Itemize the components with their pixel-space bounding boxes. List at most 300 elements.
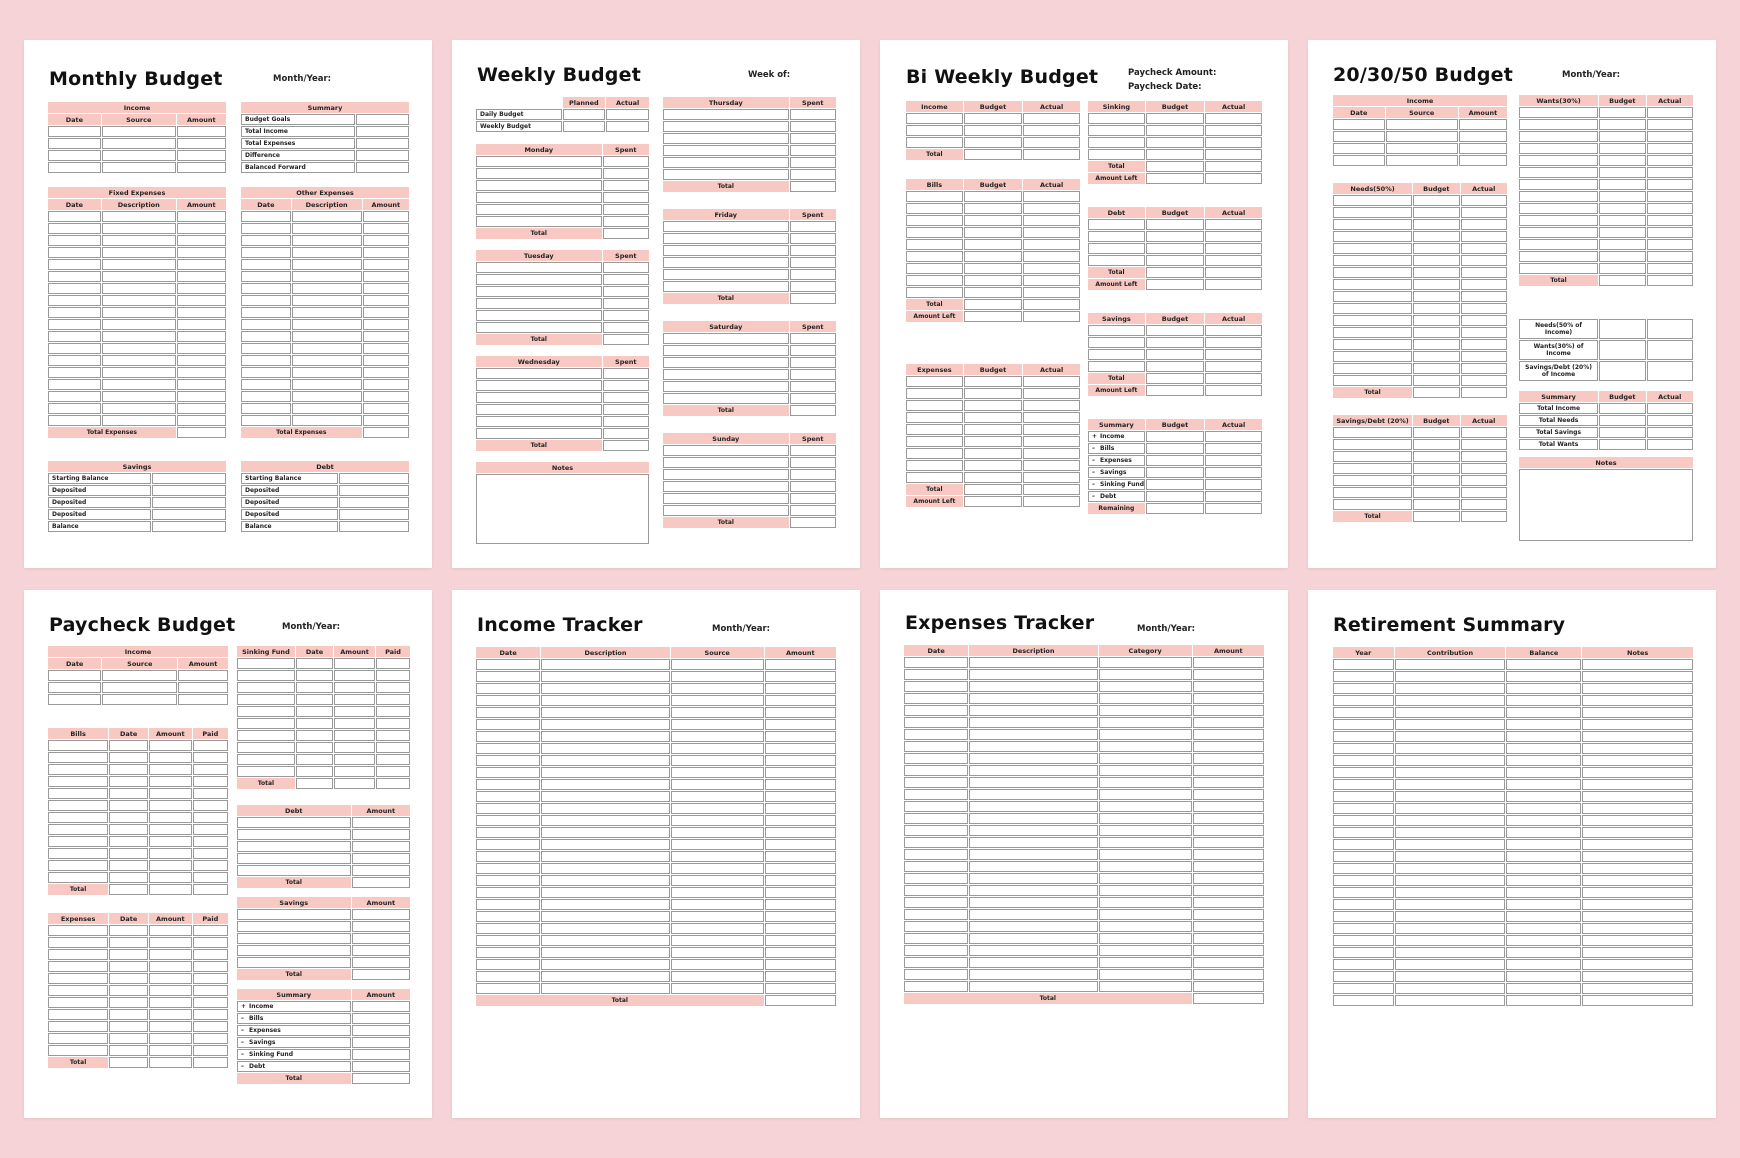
entry-cell[interactable] bbox=[376, 670, 410, 681]
entry-cell[interactable] bbox=[765, 791, 836, 802]
entry-cell[interactable] bbox=[1599, 179, 1645, 190]
entry-cell[interactable] bbox=[1193, 753, 1264, 764]
entry-cell[interactable] bbox=[1333, 243, 1412, 254]
entry-cell[interactable] bbox=[969, 981, 1098, 992]
entry-cell[interactable] bbox=[969, 957, 1098, 968]
entry-cell[interactable] bbox=[376, 682, 410, 693]
entry-cell[interactable] bbox=[1099, 813, 1192, 824]
entry-cell[interactable] bbox=[765, 875, 836, 886]
entry-cell[interactable] bbox=[1333, 935, 1394, 946]
entry-cell[interactable] bbox=[1099, 717, 1192, 728]
entry-cell[interactable] bbox=[1599, 319, 1645, 339]
entry-cell[interactable] bbox=[1395, 695, 1506, 706]
entry-cell[interactable] bbox=[1506, 995, 1581, 1006]
entry-cell[interactable] bbox=[1333, 463, 1412, 474]
entry-cell[interactable] bbox=[964, 263, 1022, 274]
entry-cell[interactable] bbox=[237, 853, 351, 864]
entry-cell[interactable] bbox=[1647, 403, 1693, 414]
entry-cell[interactable] bbox=[790, 169, 836, 180]
entry-cell[interactable] bbox=[1333, 959, 1394, 970]
entry-cell[interactable] bbox=[1146, 467, 1204, 478]
entry-cell[interactable] bbox=[1647, 167, 1693, 178]
entry-cell[interactable] bbox=[1205, 443, 1262, 454]
entry-cell[interactable] bbox=[1205, 467, 1262, 478]
entry-cell[interactable] bbox=[1506, 947, 1581, 958]
entry-cell[interactable] bbox=[1506, 803, 1581, 814]
entry-cell[interactable] bbox=[48, 776, 108, 787]
entry-cell[interactable] bbox=[541, 743, 670, 754]
entry-cell[interactable] bbox=[356, 114, 409, 125]
entry-cell[interactable] bbox=[48, 331, 101, 342]
entry-cell[interactable] bbox=[1395, 743, 1506, 754]
entry-cell[interactable] bbox=[177, 283, 226, 294]
entry-cell[interactable] bbox=[790, 221, 836, 232]
entry-cell[interactable] bbox=[476, 779, 540, 790]
entry-cell[interactable] bbox=[237, 730, 295, 741]
entry-cell[interactable] bbox=[964, 448, 1022, 459]
entry-cell[interactable] bbox=[1193, 873, 1264, 884]
entry-cell[interactable] bbox=[765, 695, 836, 706]
entry-cell[interactable] bbox=[1193, 825, 1264, 836]
entry-cell[interactable] bbox=[1599, 143, 1645, 154]
entry-cell[interactable] bbox=[1088, 361, 1145, 372]
entry-cell[interactable] bbox=[1647, 155, 1693, 166]
entry-cell[interactable] bbox=[1461, 327, 1507, 338]
entry-cell[interactable] bbox=[663, 381, 789, 392]
entry-cell[interactable] bbox=[193, 860, 228, 871]
entry-cell[interactable] bbox=[1599, 107, 1645, 118]
entry-cell[interactable] bbox=[904, 753, 968, 764]
entry-cell[interactable] bbox=[476, 743, 540, 754]
entry-cell[interactable] bbox=[1413, 475, 1459, 486]
entry-cell[interactable] bbox=[1582, 827, 1693, 838]
entry-cell[interactable] bbox=[1205, 385, 1262, 396]
entry-cell[interactable] bbox=[109, 872, 148, 883]
entry-cell[interactable] bbox=[663, 121, 789, 132]
entry-cell[interactable] bbox=[352, 877, 410, 888]
entry-cell[interactable] bbox=[906, 448, 963, 459]
entry-cell[interactable] bbox=[356, 126, 409, 137]
entry-cell[interactable] bbox=[193, 985, 228, 996]
entry-cell[interactable] bbox=[1333, 351, 1412, 362]
entry-cell[interactable] bbox=[541, 875, 670, 886]
entry-cell[interactable] bbox=[177, 235, 226, 246]
entry-cell[interactable] bbox=[152, 509, 226, 520]
entry-cell[interactable] bbox=[237, 921, 351, 932]
entry-cell[interactable] bbox=[48, 283, 101, 294]
entry-cell[interactable] bbox=[193, 824, 228, 835]
entry-cell[interactable] bbox=[1023, 311, 1080, 322]
entry-cell[interactable] bbox=[193, 752, 228, 763]
entry-cell[interactable] bbox=[1582, 695, 1693, 706]
entry-cell[interactable] bbox=[1333, 995, 1394, 1006]
entry-cell[interactable] bbox=[1099, 825, 1192, 836]
entry-cell[interactable] bbox=[1459, 131, 1507, 142]
entry-cell[interactable] bbox=[102, 355, 176, 366]
entry-cell[interactable] bbox=[1461, 439, 1507, 450]
entry-cell[interactable] bbox=[48, 1021, 108, 1032]
entry-cell[interactable] bbox=[296, 730, 333, 741]
entry-cell[interactable] bbox=[352, 1037, 410, 1048]
entry-cell[interactable] bbox=[292, 319, 362, 330]
entry-cell[interactable] bbox=[177, 247, 226, 258]
entry-cell[interactable] bbox=[292, 259, 362, 270]
entry-cell[interactable] bbox=[1205, 349, 1262, 360]
entry-cell[interactable] bbox=[663, 493, 789, 504]
entry-cell[interactable] bbox=[334, 754, 375, 765]
entry-cell[interactable] bbox=[149, 860, 191, 871]
entry-cell[interactable] bbox=[904, 861, 968, 872]
entry-cell[interactable] bbox=[1205, 431, 1262, 442]
entry-cell[interactable] bbox=[352, 853, 410, 864]
entry-cell[interactable] bbox=[363, 307, 409, 318]
entry-cell[interactable] bbox=[904, 873, 968, 884]
entry-cell[interactable] bbox=[356, 150, 409, 161]
entry-cell[interactable] bbox=[237, 841, 351, 852]
entry-cell[interactable] bbox=[906, 239, 963, 250]
entry-cell[interactable] bbox=[904, 705, 968, 716]
entry-cell[interactable] bbox=[376, 718, 410, 729]
entry-cell[interactable] bbox=[1413, 303, 1459, 314]
entry-cell[interactable] bbox=[1205, 267, 1262, 278]
entry-cell[interactable] bbox=[241, 331, 291, 342]
entry-cell[interactable] bbox=[1205, 361, 1262, 372]
entry-cell[interactable] bbox=[102, 343, 176, 354]
entry-cell[interactable] bbox=[1333, 427, 1412, 438]
entry-cell[interactable] bbox=[1088, 137, 1145, 148]
entry-cell[interactable] bbox=[1413, 499, 1459, 510]
entry-cell[interactable] bbox=[904, 957, 968, 968]
entry-cell[interactable] bbox=[48, 812, 108, 823]
entry-cell[interactable] bbox=[671, 887, 764, 898]
entry-cell[interactable] bbox=[906, 137, 963, 148]
entry-cell[interactable] bbox=[1413, 279, 1459, 290]
entry-cell[interactable] bbox=[1333, 983, 1394, 994]
entry-cell[interactable] bbox=[1333, 887, 1394, 898]
entry-cell[interactable] bbox=[906, 460, 963, 471]
entry-cell[interactable] bbox=[1582, 887, 1693, 898]
entry-cell[interactable] bbox=[1506, 731, 1581, 742]
entry-cell[interactable] bbox=[969, 693, 1098, 704]
entry-cell[interactable] bbox=[102, 379, 176, 390]
entry-cell[interactable] bbox=[376, 706, 410, 717]
entry-cell[interactable] bbox=[1146, 137, 1204, 148]
entry-cell[interactable] bbox=[1395, 779, 1506, 790]
entry-cell[interactable] bbox=[109, 1045, 148, 1056]
entry-cell[interactable] bbox=[765, 755, 836, 766]
entry-cell[interactable] bbox=[671, 923, 764, 934]
entry-cell[interactable] bbox=[476, 683, 540, 694]
entry-cell[interactable] bbox=[904, 717, 968, 728]
entry-cell[interactable] bbox=[476, 168, 602, 179]
entry-cell[interactable] bbox=[237, 670, 295, 681]
entry-cell[interactable] bbox=[906, 203, 963, 214]
entry-cell[interactable] bbox=[790, 445, 836, 456]
entry-cell[interactable] bbox=[1193, 693, 1264, 704]
entry-cell[interactable] bbox=[1205, 113, 1262, 124]
entry-cell[interactable] bbox=[1193, 801, 1264, 812]
entry-cell[interactable] bbox=[1099, 957, 1192, 968]
entry-cell[interactable] bbox=[1333, 195, 1412, 206]
entry-cell[interactable] bbox=[1023, 460, 1080, 471]
entry-cell[interactable] bbox=[904, 777, 968, 788]
entry-cell[interactable] bbox=[1461, 243, 1507, 254]
entry-cell[interactable] bbox=[1506, 839, 1581, 850]
entry-cell[interactable] bbox=[1506, 863, 1581, 874]
entry-cell[interactable] bbox=[1599, 275, 1645, 286]
entry-cell[interactable] bbox=[1099, 945, 1192, 956]
entry-cell[interactable] bbox=[969, 801, 1098, 812]
entry-cell[interactable] bbox=[969, 933, 1098, 944]
entry-cell[interactable] bbox=[1099, 885, 1192, 896]
entry-cell[interactable] bbox=[904, 729, 968, 740]
entry-cell[interactable] bbox=[1506, 743, 1581, 754]
entry-cell[interactable] bbox=[152, 497, 226, 508]
entry-cell[interactable] bbox=[1333, 755, 1394, 766]
entry-cell[interactable] bbox=[476, 380, 602, 391]
entry-cell[interactable] bbox=[663, 157, 789, 168]
entry-cell[interactable] bbox=[765, 995, 836, 1006]
entry-cell[interactable] bbox=[1205, 173, 1262, 184]
entry-cell[interactable] bbox=[964, 215, 1022, 226]
entry-cell[interactable] bbox=[1582, 719, 1693, 730]
entry-cell[interactable] bbox=[671, 815, 764, 826]
entry-cell[interactable] bbox=[1413, 375, 1459, 386]
entry-cell[interactable] bbox=[671, 755, 764, 766]
entry-cell[interactable] bbox=[1647, 340, 1693, 360]
entry-cell[interactable] bbox=[102, 403, 176, 414]
entry-cell[interactable] bbox=[1647, 215, 1693, 226]
entry-cell[interactable] bbox=[1461, 351, 1507, 362]
entry-cell[interactable] bbox=[1146, 385, 1204, 396]
entry-cell[interactable] bbox=[1506, 755, 1581, 766]
entry-cell[interactable] bbox=[1582, 875, 1693, 886]
entry-cell[interactable] bbox=[193, 740, 228, 751]
entry-cell[interactable] bbox=[476, 416, 602, 427]
entry-cell[interactable] bbox=[1395, 767, 1506, 778]
entry-cell[interactable] bbox=[663, 281, 789, 292]
entry-cell[interactable] bbox=[149, 1045, 191, 1056]
entry-cell[interactable] bbox=[1395, 935, 1506, 946]
entry-cell[interactable] bbox=[193, 788, 228, 799]
entry-cell[interactable] bbox=[376, 742, 410, 753]
entry-cell[interactable] bbox=[149, 884, 191, 895]
entry-cell[interactable] bbox=[476, 887, 540, 898]
entry-cell[interactable] bbox=[765, 887, 836, 898]
entry-cell[interactable] bbox=[1459, 119, 1507, 130]
entry-cell[interactable] bbox=[1023, 436, 1080, 447]
entry-cell[interactable] bbox=[241, 403, 291, 414]
entry-cell[interactable] bbox=[964, 400, 1022, 411]
entry-cell[interactable] bbox=[765, 971, 836, 982]
entry-cell[interactable] bbox=[363, 247, 409, 258]
entry-cell[interactable] bbox=[541, 719, 670, 730]
entry-cell[interactable] bbox=[1205, 255, 1262, 266]
entry-cell[interactable] bbox=[48, 211, 101, 222]
entry-cell[interactable] bbox=[109, 884, 148, 895]
entry-cell[interactable] bbox=[1146, 349, 1204, 360]
entry-cell[interactable] bbox=[964, 125, 1022, 136]
entry-cell[interactable] bbox=[1333, 863, 1394, 874]
entry-cell[interactable] bbox=[476, 815, 540, 826]
entry-cell[interactable] bbox=[964, 227, 1022, 238]
entry-cell[interactable] bbox=[1333, 119, 1385, 130]
entry-cell[interactable] bbox=[1146, 337, 1204, 348]
entry-cell[interactable] bbox=[1333, 683, 1394, 694]
entry-cell[interactable] bbox=[476, 274, 602, 285]
entry-cell[interactable] bbox=[1146, 173, 1204, 184]
entry-cell[interactable] bbox=[790, 517, 836, 528]
entry-cell[interactable] bbox=[1599, 403, 1645, 414]
entry-cell[interactable] bbox=[969, 717, 1098, 728]
entry-cell[interactable] bbox=[1193, 909, 1264, 920]
entry-cell[interactable] bbox=[1582, 839, 1693, 850]
entry-cell[interactable] bbox=[352, 1025, 410, 1036]
entry-cell[interactable] bbox=[102, 235, 176, 246]
entry-cell[interactable] bbox=[296, 670, 333, 681]
entry-cell[interactable] bbox=[969, 765, 1098, 776]
entry-cell[interactable] bbox=[241, 307, 291, 318]
entry-cell[interactable] bbox=[48, 162, 101, 173]
entry-cell[interactable] bbox=[1395, 803, 1506, 814]
entry-cell[interactable] bbox=[363, 319, 409, 330]
entry-cell[interactable] bbox=[149, 1009, 191, 1020]
entry-cell[interactable] bbox=[904, 933, 968, 944]
entry-cell[interactable] bbox=[1506, 899, 1581, 910]
entry-cell[interactable] bbox=[1205, 455, 1262, 466]
entry-cell[interactable] bbox=[237, 658, 295, 669]
entry-cell[interactable] bbox=[109, 985, 148, 996]
entry-cell[interactable] bbox=[476, 935, 540, 946]
entry-cell[interactable] bbox=[296, 766, 333, 777]
entry-cell[interactable] bbox=[541, 887, 670, 898]
entry-cell[interactable] bbox=[241, 379, 291, 390]
entry-cell[interactable] bbox=[1023, 400, 1080, 411]
entry-cell[interactable] bbox=[177, 319, 226, 330]
entry-cell[interactable] bbox=[1146, 149, 1204, 160]
entry-cell[interactable] bbox=[1023, 191, 1080, 202]
entry-cell[interactable] bbox=[1413, 451, 1459, 462]
entry-cell[interactable] bbox=[1333, 499, 1412, 510]
entry-cell[interactable] bbox=[1333, 839, 1394, 850]
entry-cell[interactable] bbox=[904, 801, 968, 812]
entry-cell[interactable] bbox=[603, 204, 649, 215]
entry-cell[interactable] bbox=[193, 848, 228, 859]
entry-cell[interactable] bbox=[1506, 767, 1581, 778]
entry-cell[interactable] bbox=[193, 1021, 228, 1032]
entry-cell[interactable] bbox=[193, 1033, 228, 1044]
entry-cell[interactable] bbox=[1395, 719, 1506, 730]
entry-cell[interactable] bbox=[1333, 315, 1412, 326]
entry-cell[interactable] bbox=[193, 884, 228, 895]
entry-cell[interactable] bbox=[1647, 203, 1693, 214]
entry-cell[interactable] bbox=[1582, 767, 1693, 778]
entry-cell[interactable] bbox=[241, 319, 291, 330]
entry-cell[interactable] bbox=[1413, 511, 1459, 522]
entry-cell[interactable] bbox=[177, 271, 226, 282]
entry-cell[interactable] bbox=[1333, 815, 1394, 826]
entry-cell[interactable] bbox=[1333, 131, 1385, 142]
entry-cell[interactable] bbox=[109, 836, 148, 847]
entry-cell[interactable] bbox=[1099, 801, 1192, 812]
entry-cell[interactable] bbox=[1395, 683, 1506, 694]
entry-cell[interactable] bbox=[1519, 203, 1598, 214]
entry-cell[interactable] bbox=[969, 885, 1098, 896]
entry-cell[interactable] bbox=[663, 345, 789, 356]
entry-cell[interactable] bbox=[904, 921, 968, 932]
entry-cell[interactable] bbox=[476, 428, 602, 439]
entry-cell[interactable] bbox=[352, 909, 410, 920]
entry-cell[interactable] bbox=[1506, 827, 1581, 838]
entry-cell[interactable] bbox=[964, 287, 1022, 298]
entry-cell[interactable] bbox=[241, 223, 291, 234]
entry-cell[interactable] bbox=[1413, 243, 1459, 254]
entry-cell[interactable] bbox=[904, 849, 968, 860]
entry-cell[interactable] bbox=[541, 947, 670, 958]
entry-cell[interactable] bbox=[102, 162, 176, 173]
entry-cell[interactable] bbox=[1506, 707, 1581, 718]
entry-cell[interactable] bbox=[765, 827, 836, 838]
entry-cell[interactable] bbox=[1599, 167, 1645, 178]
entry-cell[interactable] bbox=[109, 949, 148, 960]
entry-cell[interactable] bbox=[1506, 875, 1581, 886]
entry-cell[interactable] bbox=[363, 403, 409, 414]
entry-cell[interactable] bbox=[1647, 427, 1693, 438]
entry-cell[interactable] bbox=[1519, 227, 1598, 238]
entry-cell[interactable] bbox=[671, 791, 764, 802]
entry-cell[interactable] bbox=[1333, 719, 1394, 730]
entry-cell[interactable] bbox=[1582, 995, 1693, 1006]
entry-cell[interactable] bbox=[292, 355, 362, 366]
entry-cell[interactable] bbox=[541, 959, 670, 970]
entry-cell[interactable] bbox=[292, 271, 362, 282]
entry-cell[interactable] bbox=[476, 180, 602, 191]
entry-cell[interactable] bbox=[1333, 303, 1412, 314]
entry-cell[interactable] bbox=[363, 379, 409, 390]
entry-cell[interactable] bbox=[790, 181, 836, 192]
entry-cell[interactable] bbox=[663, 109, 789, 120]
entry-cell[interactable] bbox=[476, 204, 602, 215]
entry-cell[interactable] bbox=[177, 331, 226, 342]
entry-cell[interactable] bbox=[48, 973, 108, 984]
entry-cell[interactable] bbox=[1088, 125, 1145, 136]
entry-cell[interactable] bbox=[177, 211, 226, 222]
entry-cell[interactable] bbox=[663, 357, 789, 368]
entry-cell[interactable] bbox=[1582, 899, 1693, 910]
entry-cell[interactable] bbox=[1413, 267, 1459, 278]
entry-cell[interactable] bbox=[48, 247, 101, 258]
entry-cell[interactable] bbox=[1506, 959, 1581, 970]
entry-cell[interactable] bbox=[1461, 315, 1507, 326]
entry-cell[interactable] bbox=[1333, 155, 1385, 166]
entry-cell[interactable] bbox=[1023, 125, 1080, 136]
entry-cell[interactable] bbox=[904, 693, 968, 704]
entry-cell[interactable] bbox=[1333, 779, 1394, 790]
entry-cell[interactable] bbox=[109, 937, 148, 948]
entry-cell[interactable] bbox=[964, 203, 1022, 214]
entry-cell[interactable] bbox=[237, 909, 351, 920]
entry-cell[interactable] bbox=[1023, 251, 1080, 262]
entry-cell[interactable] bbox=[1205, 219, 1262, 230]
entry-cell[interactable] bbox=[334, 742, 375, 753]
entry-cell[interactable] bbox=[1395, 707, 1506, 718]
entry-cell[interactable] bbox=[1395, 911, 1506, 922]
entry-cell[interactable] bbox=[476, 851, 540, 862]
entry-cell[interactable] bbox=[292, 391, 362, 402]
entry-cell[interactable] bbox=[476, 671, 540, 682]
entry-cell[interactable] bbox=[102, 670, 177, 681]
entry-cell[interactable] bbox=[541, 755, 670, 766]
